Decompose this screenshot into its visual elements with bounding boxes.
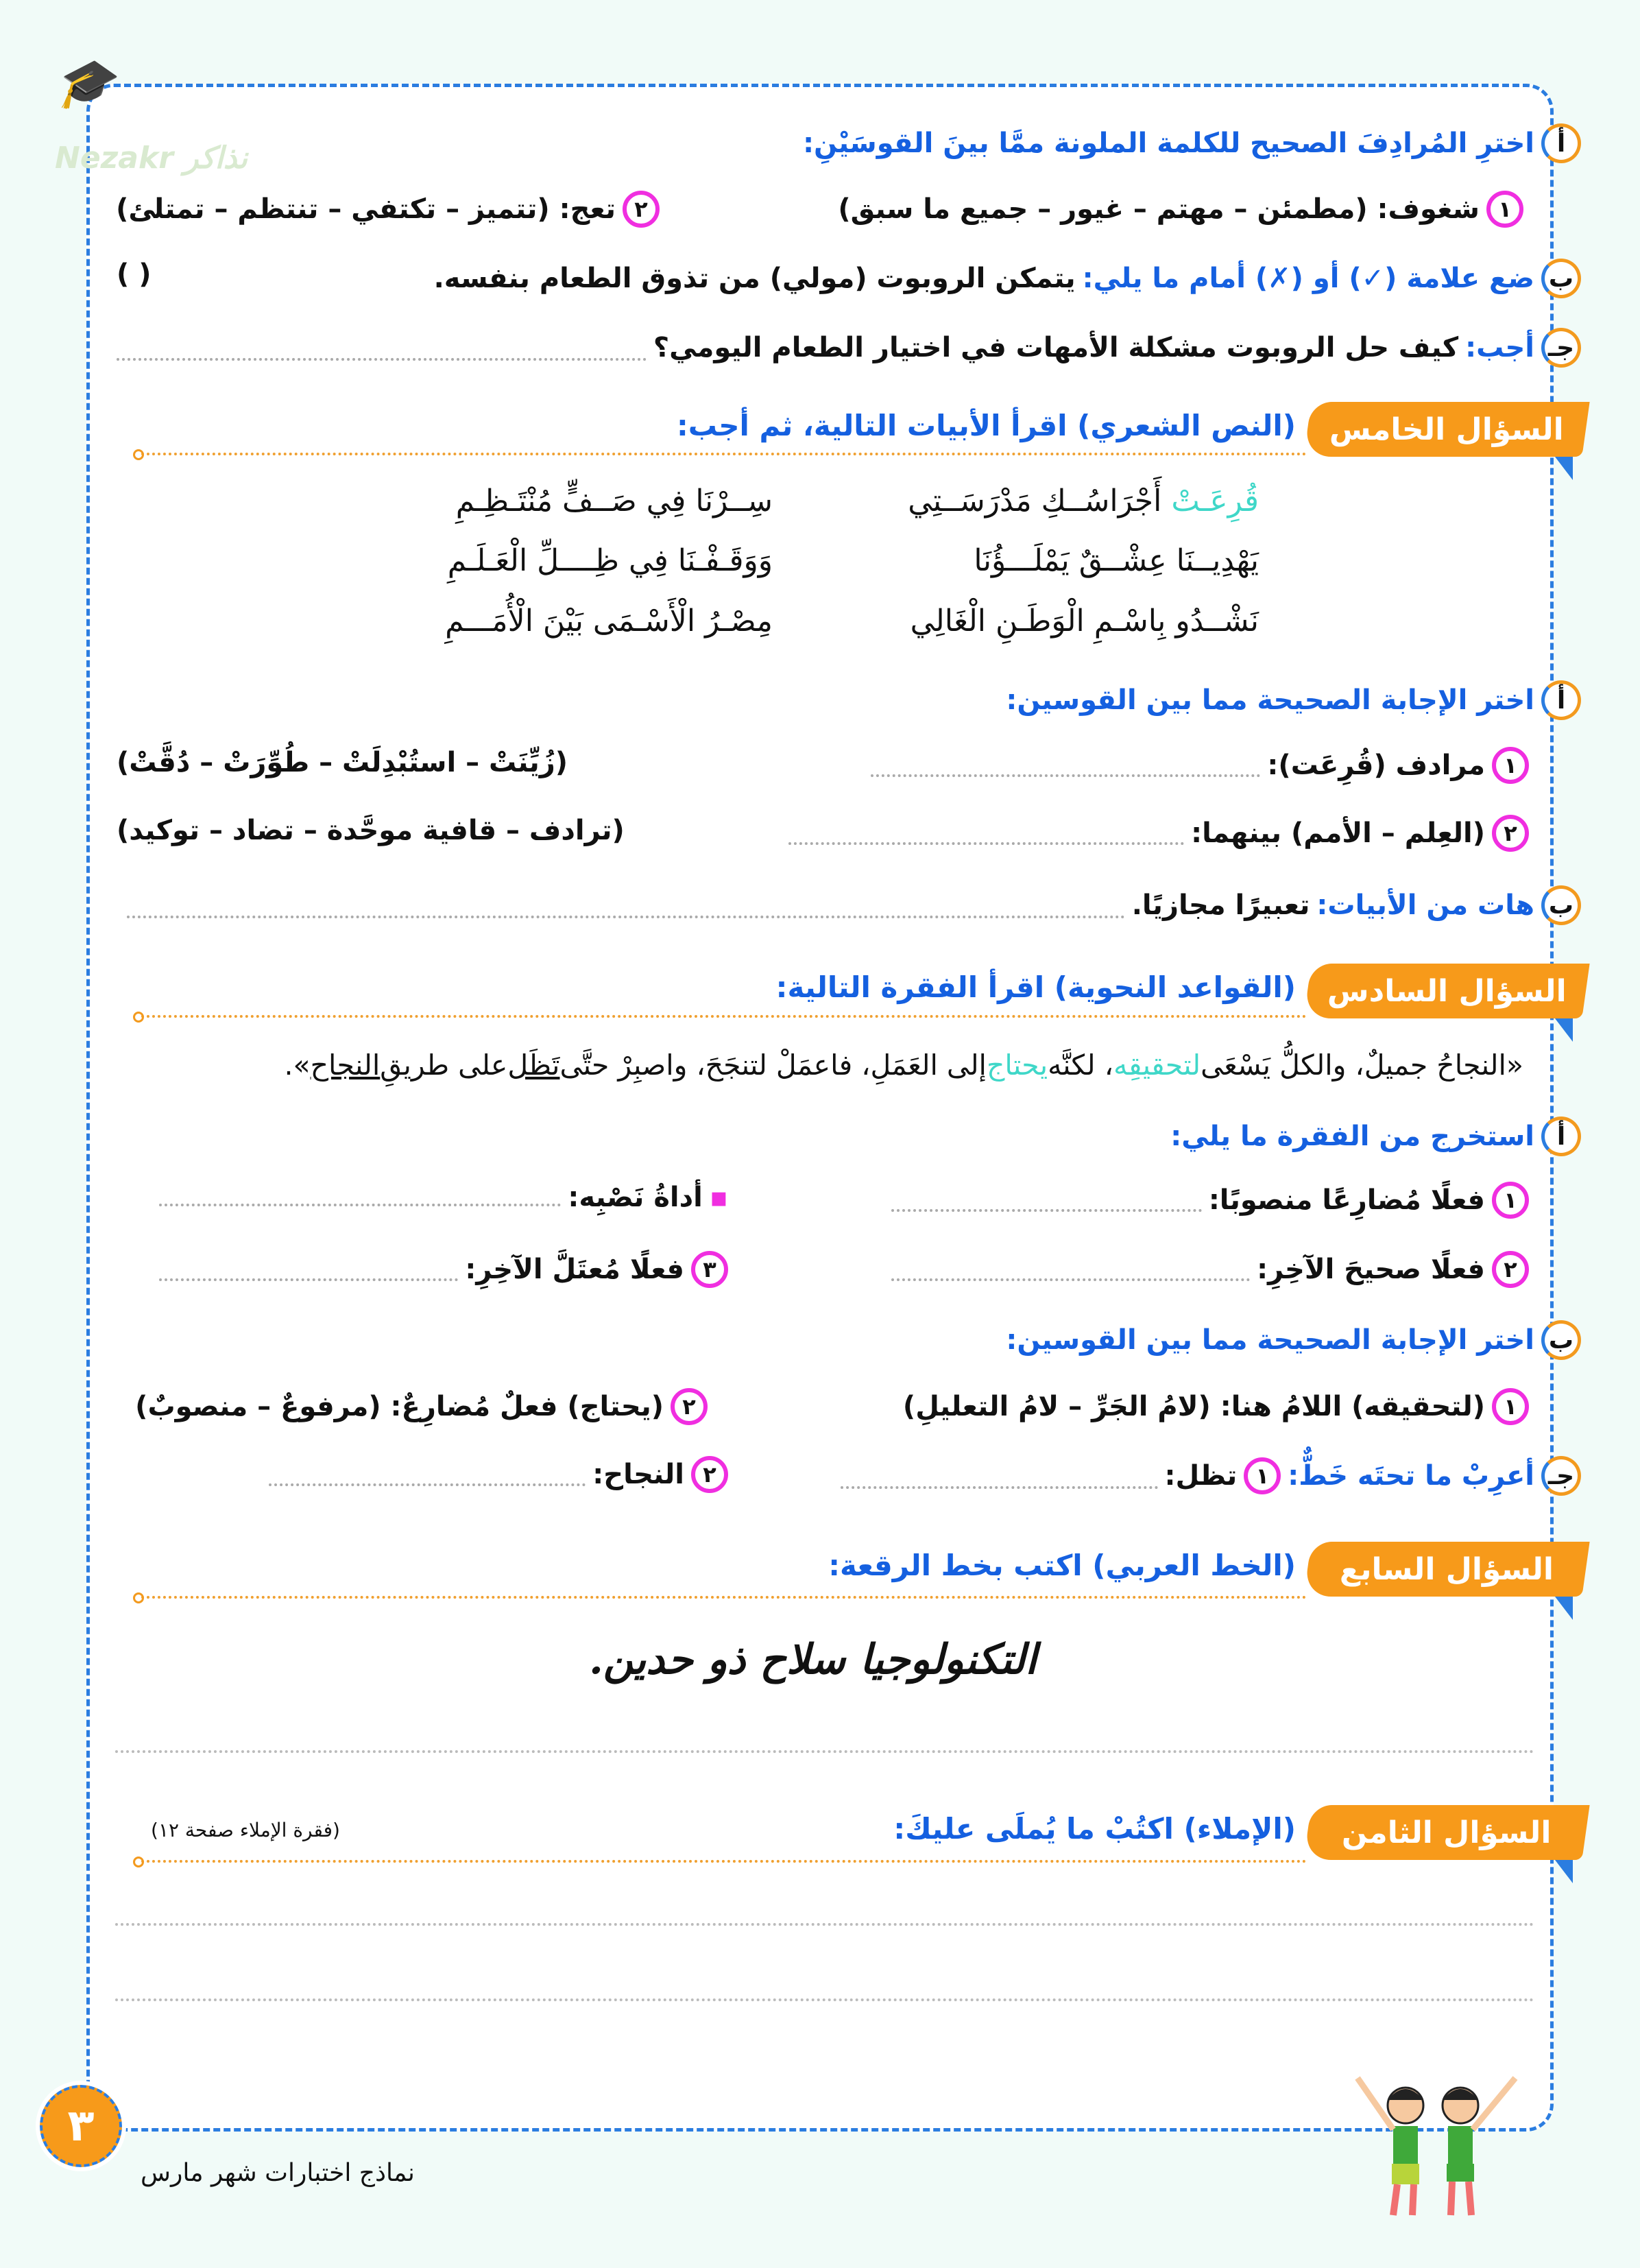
ruqaa-sentence: التكنولوجيا سلاح ذو حدين. [588,1636,1037,1684]
item-text: تعج: (تتميز – تكتفي – تنتظم – تمتلئ) [116,193,616,225]
q7-title: (الخط العربي) اكتب بخط الرقعة: [828,1549,1296,1582]
answer-line[interactable] [159,1278,458,1281]
question-title: ضع علامة (✓) أو (✗) أمام ما يلي: [1082,263,1534,294]
tab-fold [1555,1860,1573,1883]
q6-paragraph: «النجاحُ جميلٌ، والكلُّ يَسْعَى لتحقيقِه ، لكنَّه يحتاج إلى العَمَلِ، فاعمَلْ لتنجَحَ، واصبِرْ حتَّى تَظَل على طريقِ النجاح ». [284,1049,1523,1082]
answer-brackets[interactable]: ( ) [117,259,152,290]
writing-line[interactable] [115,1998,1534,2001]
letter-badge: أ [1541,123,1581,163]
divider [141,1015,1307,1018]
item-text: النجاح: [592,1459,684,1490]
item-text: تظل: [1164,1460,1238,1492]
letter-badge: جـ [1541,328,1581,368]
number-badge: ١ [1492,1388,1529,1425]
number-badge: ٢ [623,191,660,228]
item-text: فعلًا صحيحَ الآخِرِ: [1257,1254,1485,1285]
q6-b [1006,1320,1581,1360]
answer-line[interactable] [788,842,1184,845]
question-title: أجب: [1465,332,1534,363]
verse-3-left: مِصْـرُ الْأَسْـمَى بَيْنَ الْأُمَـــمِ [445,604,773,638]
writing-line[interactable] [115,1923,1534,1926]
q4-b [434,259,1581,298]
q4-c [117,328,1581,368]
q4-a-item-1 [838,191,1523,228]
question-text: تعبيرًا مجازيًا. [1131,890,1310,921]
q8-title: (الإملاء) اكتُبْ ما يُملَى عليكَ: [893,1812,1296,1846]
question-title: اختر الإجابة الصحيحة مما بين القوسين: [1006,1324,1534,1356]
letter-badge: أ [1541,1117,1581,1156]
tab-fold [1555,1597,1573,1620]
question-text: كيف حل الروبوت مشكلة الأمهات في اختيار الطعام اليومي؟ [653,332,1459,363]
number-badge: ٢ [1492,1251,1529,1288]
item-text: (لتحقيقه) اللامُ هنا: (لامُ الجَرِّ – لامُ التعليلِ) [902,1391,1485,1422]
kids-illustration [1344,2057,1536,2222]
logo-text: Nezakr نذاكر [55,141,248,176]
question-title: أعرِبْ ما تحتَه خَطٌّ: [1288,1460,1534,1492]
item-text: فعلًا مُضارِعًا منصوبًا: [1208,1184,1485,1216]
item-text: أداةُ نَصْبِه: [568,1182,703,1213]
letter-badge: ب [1541,259,1581,298]
question-title: استخرج من الفقرة ما يلي: [1170,1121,1534,1152]
divider [141,1860,1307,1863]
q6-c-item-2 [269,1456,728,1493]
q6-title: (القواعد النحوية) اقرأ الفقرة التالية: [775,970,1296,1004]
divider [141,1596,1307,1599]
question-title: اخترِ المُرادِفَ الصحيح للكلمة الملونة ممَّا بينَ القوسَيْنِ: [803,128,1534,159]
answer-line[interactable] [117,358,647,361]
q5-b [127,885,1581,925]
choices: (زُيِّنَتْ – استُبْدِلَتْ – طُوِّرَتْ – دُقَّتْ) [117,747,568,778]
number-badge: ٢ [691,1456,728,1493]
answer-line[interactable] [127,916,1125,918]
logo-watermark: 🎓 [55,55,115,111]
number-badge: ٣ [691,1251,728,1288]
q5-a-item-2 [788,815,1529,852]
bullet-icon: ▪ [709,1182,728,1213]
page-number: ٣ [40,2085,122,2167]
q6-a-item-particle [159,1182,728,1213]
q4-a-item-2 [116,191,660,228]
verse-1-right: قُرِعَـتْ أَجْرَاسُــكِ مَدْرَسَــتِي [908,484,1259,518]
dictation-note: (فقرة الإملاء صفحة ١٢) [151,1819,340,1841]
verse-3-right: نَشْــدُو بِاسْـمِ الْوَطَـنِ الْغَالِي [910,604,1259,638]
answer-line[interactable] [871,774,1260,777]
number-badge: ١ [1492,747,1529,784]
number-badge: ١ [1486,191,1523,228]
q6-b-item-1 [903,1388,1529,1425]
answer-line[interactable] [269,1483,586,1486]
number-badge: ٢ [671,1388,708,1425]
answer-line[interactable] [841,1486,1158,1489]
divider [141,453,1307,455]
q6-b-item-2 [135,1388,708,1425]
item-text: شغوف: (مطمئن – مهتم – غيور – جميع ما سبق) [838,193,1480,225]
q6-a-item-3 [159,1251,728,1288]
verse-2-right: يَهْدِيــنَا عِشْــقٌ يَمْلَـــؤُنَا [974,543,1259,578]
q6-a [1170,1117,1581,1156]
letter-badge: جـ [1541,1456,1581,1496]
q7-tab: السؤال السابع [1303,1542,1589,1597]
item-text: فعلًا مُعتَلَّ الآخِرِ: [465,1254,684,1285]
answer-line[interactable] [891,1278,1250,1281]
writing-line[interactable] [115,1750,1534,1753]
kid-right [1443,2078,1515,2215]
q6-a-item-1 [891,1182,1529,1219]
q4-a [803,123,1581,163]
verse-2-left: وَوَقَـفْـنَا فِي ظِــــلِّ الْعَـلَـمِ [447,543,773,578]
letter-badge: أ [1541,680,1581,720]
q5-tab: السؤال الخامس [1303,402,1589,457]
kid-left [1358,2078,1423,2215]
letter-badge: ب [1541,885,1581,925]
q6-tab: السؤال السادس [1303,964,1589,1018]
answer-line[interactable] [891,1209,1202,1212]
q6-c [841,1456,1581,1496]
tab-fold [1555,1018,1573,1042]
verse-1-left: سِــرْنَا فِي صَــفٍّ مُنْتَـظِـمِ [455,484,773,518]
footer-text: نماذج اختبارات شهر مارس [141,2159,415,2187]
item-text: (يحتاج) فعلٌ مُضارِعٌ: (مرفوعٌ – منصوبٌ) [135,1391,664,1422]
question-title: اختر الإجابة الصحيحة مما بين القوسين: [1006,684,1534,716]
item-text: مرادف (قُرِعَت): [1267,750,1485,781]
q5-a-item-1 [871,747,1529,784]
answer-line[interactable] [159,1204,561,1206]
number-badge: ١ [1492,1182,1529,1219]
statement: يتمكن الروبوت (مولي) من تذوق الطعام بنفسه. [433,263,1076,294]
q6-a-item-2 [891,1251,1529,1288]
q5-a [1006,680,1581,720]
tab-fold [1555,457,1573,480]
number-badge: ١ [1244,1457,1281,1494]
q8-tab: السؤال الثامن [1303,1805,1589,1860]
choices: (ترادف – قافية موحَّدة – تضاد – توكيد) [117,815,625,846]
question-title: هات من الأبيات: [1316,890,1534,921]
item-text: (العِلم – الأمم) بينهما: [1191,817,1485,849]
number-badge: ٢ [1492,815,1529,852]
q5-title: (النص الشعري) اقرأ الأبيات التالية، ثم أجب: [677,409,1296,442]
letter-badge: ب [1541,1320,1581,1360]
